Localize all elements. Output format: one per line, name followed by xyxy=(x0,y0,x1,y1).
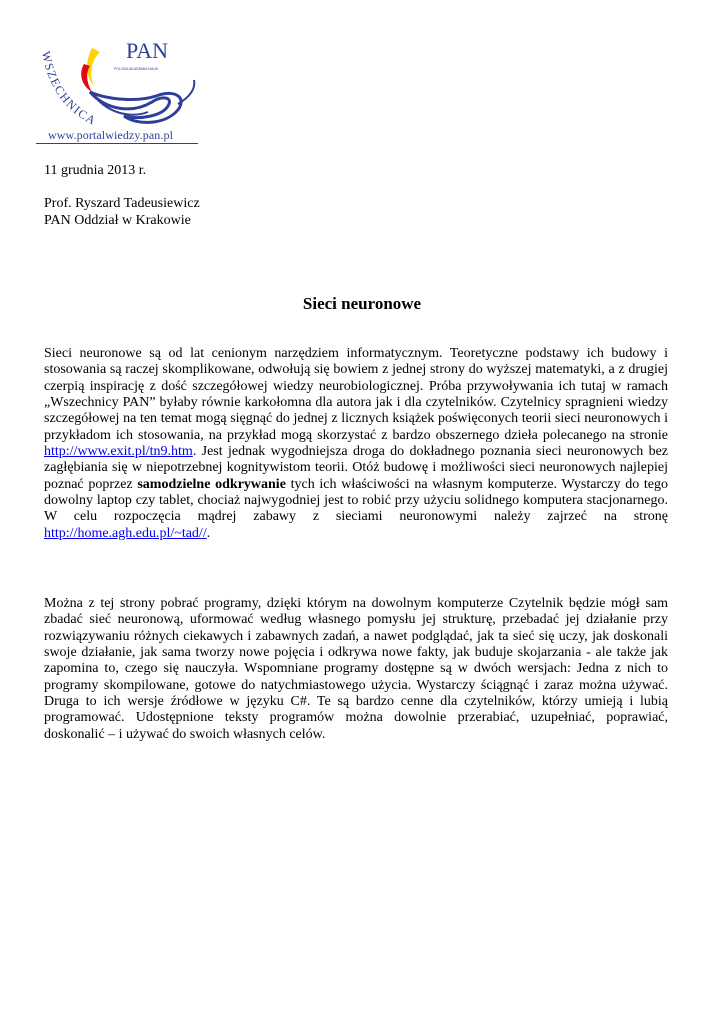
lamp-swirl-icon xyxy=(90,92,181,122)
paragraph-1-text-c: tych ich właściwości na własnym komputerze. Wystarczy do tego dowolny laptop czy tablet, chociaż najwygodniej jest to robić przy użyciu solidnego komputera stacjonarnego. W celu rozpoczęcia mądrej zabawy z sieciami neuronowymi należy zajrzeć na stronę xyxy=(44,476,668,525)
paragraph-2: Można z tej strony pobrać programy, dzięki którym na dowolnym komputerze Czytelnik będzie mógł sam zbadać sieć neuronową, uformować według własnego pomysłu jej strukturę, przebadać jej działanie przy rozwiązywaniu różnych ciekawych i zabawnych zadań, a nawet podglądać, jak ta sieć się uczy, jak doskonali swoje działanie, jak sama tworzy nowe pojęcia i odkrywa nowe fakty, jak buduje skojarzania - ale także jak zapomina to, czego się nauczyła. Wspomniane programy dostępne są w dwóch wersjach: Jedna z nich to programy skompilowane, gotowe do natychmiastowego użycia. Wystarczy ściągnąć i zaraz można używać. Druga to ich wersje źródłowe w języku C#. Te są bardzo cenne dla czytelników, którzy umieją i lubią programować. Udostępnione teksty programów można dowolnie przerabiać, uzupełniać, poprawiać, doskonalić – i używać do swoich własnych celów. xyxy=(44,596,668,742)
logo-divider xyxy=(36,143,198,144)
exit-pl-link[interactable]: http://www.exit.pl/tn9.htm xyxy=(44,444,193,460)
logo-brand: PAN xyxy=(126,38,168,63)
author-name: Prof. Ryszard Tadeusiewicz xyxy=(44,196,200,211)
author-block xyxy=(44,195,200,229)
logo-tagline: POLSKA AKADEMIA NAUK xyxy=(114,67,159,71)
paragraph-1-text-b: . Jest jednak wygodniejsza droga do dokładnego poznania sieci neuronowych bez zagłębiania się w niepotrzebnej kognitywistom teorii. Otóż budowę i możliwości sieci neuronowych najlepiej poznać poprzez xyxy=(44,444,668,492)
logo-arc-text: WSZECHNICA xyxy=(38,49,100,128)
document-title: Sieci neuronowe xyxy=(302,294,422,313)
logo-url: www.portalwiedzy.pan.pl xyxy=(48,128,174,142)
document-date: 11 grudnia 2013 r. xyxy=(44,163,147,178)
agh-link[interactable]: http://home.agh.edu.pl/~tad// xyxy=(44,525,207,541)
paragraph-1 xyxy=(44,346,668,542)
paragraph-1-text-a: Sieci neuronowe są od lat cenionym narzędziem informatycznym. Teoretyczne podstawy ich budowy i stosowania są raczej skomplikowane, odwołują się bowiem z jednej strony do wyższej matematyki, a z drugiej czerpią inspirację z dość szczegółowej wiedzy neurobiologicznej. Próba przywoływania ich tutaj w ramach „Wszechnicy PAN” byłaby równie karkołomna dla autora jak i dla czytelników. Czytelnicy spragnieni wiedzy szczegółowej na ten temat mogą sięgnąć do jednej z licznych książek poświęconych teorii sieci neuronowych i przykładom ich stosowania, na przykład mogą skorzystać z bardzo obszernego dzieła polecanego na stronie xyxy=(44,346,668,443)
paragraph-1-text-d: . xyxy=(206,525,211,541)
author-organization: PAN Oddział w Krakowie xyxy=(44,213,191,228)
paragraph-1-bold: samodzielne odkrywanie xyxy=(137,476,286,492)
